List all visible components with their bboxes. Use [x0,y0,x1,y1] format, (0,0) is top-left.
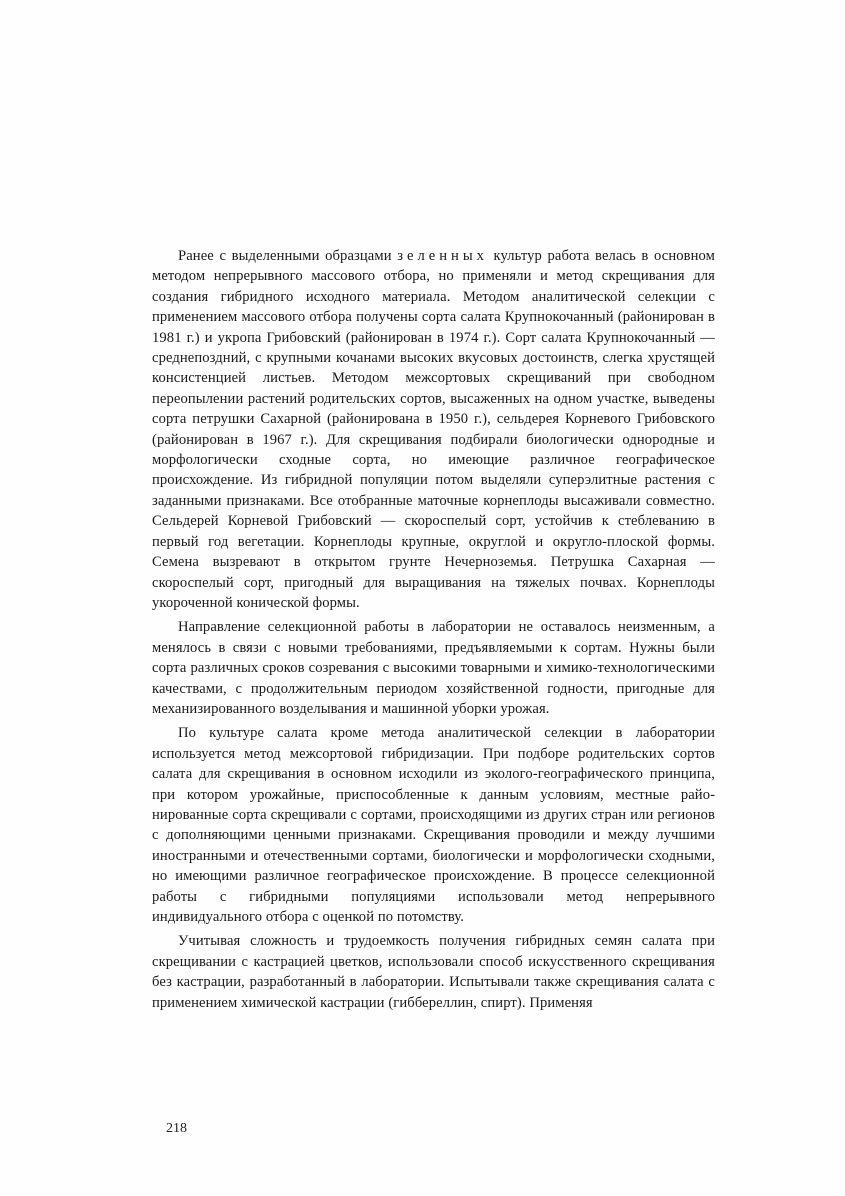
paragraph-1 [152,246,715,613]
paragraph-1-spaced-word: зеленных [397,248,488,264]
paragraph-3: По культуре салата кроме метода аналитической селекции в лаборатории используется метод межсортовой гибридизации. При подборе родительских сортов салата для скрещивания в основном исходили из эколого-географического принципа, при котором урожайные, приспособленные к данным условиям, местные районированные сорта скрещивали с сортами, происходящими из других стран или регионов с дополняющими ценными признаками. Скрещивания проводили и между лучшими иностранными и отечественными сортами, биологически и морфологически сходными, но имеющими различное географическое происхождение. В процессе селекционной работы с гибридными популяциями использовали метод непрерывного индивидуального отбора с оценкой по потомству. [152,725,715,925]
body-text [152,246,715,1017]
paragraph-1-start: Ранее с выделенными образцами [178,248,398,264]
paragraph-1-rest: культур работа велась в основном методом непрерывного массового отбора, но применяли и метод скрещивания для создания гибридного исходного материала. Методом аналитической селекции с применением массового отбора получены сорта салата Крупнокочанный (районирован в 1981 г.) и укропа Грибовский (районирован в 1974 г.). Сорт салата Крупнокочанный — среднепоздний, с крупными кочанами высоких вкусовых достоинств, слегка хрустящей консистенцией листьев. Методом межсортовых скрещиваний при свободном переопылении растений родительских сортов, высаженных на одном участке, выведены сорта петрушки Сахарной (районирована в 1950 г.), сельдерея Корневого Грибовского (районирован в 1967 г.). Для скрещивания подбирали биологически однородные и морфологически сходные сорта, но имеющие различное географическое происхождение. Из гибридной популяции потом выделяли суперэлитные растения с заданными признаками. Все отобранные маточные корнеплоды высаживали совместно. Сельдерей Корневой Грибовский — скороспелый сорт, устойчив к стеблеванию в первый год вегетации. Корнеплоды крупные, округлой и округло-плоской формы. Семена вызревают в открытом грунте Нечерноземья. Петрушка Сахарная — скороспелый сорт, пригодный для выращивания на тяжелых почвах. Корнеплоды укороченной конической формы. [152,248,715,611]
paragraph-4: Учитывая сложность и трудоемкость получения гибридных семян салата при скрещивании с кастрацией цветков, использовали способ искусственного скрещивания без кастрации, разработанный в лаборатории. Испытывали также скрещивания салата с применением химической кастрации (гиббереллин, спирт). Применяя [152,933,715,1011]
paragraph-2: Направление селекционной работы в лаборатории не оставалось неизменным, а менялось в связи с новыми требованиями, предъявляемыми к сортам. Нужны были сорта различных сроков созревания с высокими товарными и химико-технологическими качествами, с продолжительным периодом хозяйственной годности, пригодные для механизированного возделывания и машинной уборки урожая. [152,619,715,717]
page-number: 218 [166,1121,187,1136]
